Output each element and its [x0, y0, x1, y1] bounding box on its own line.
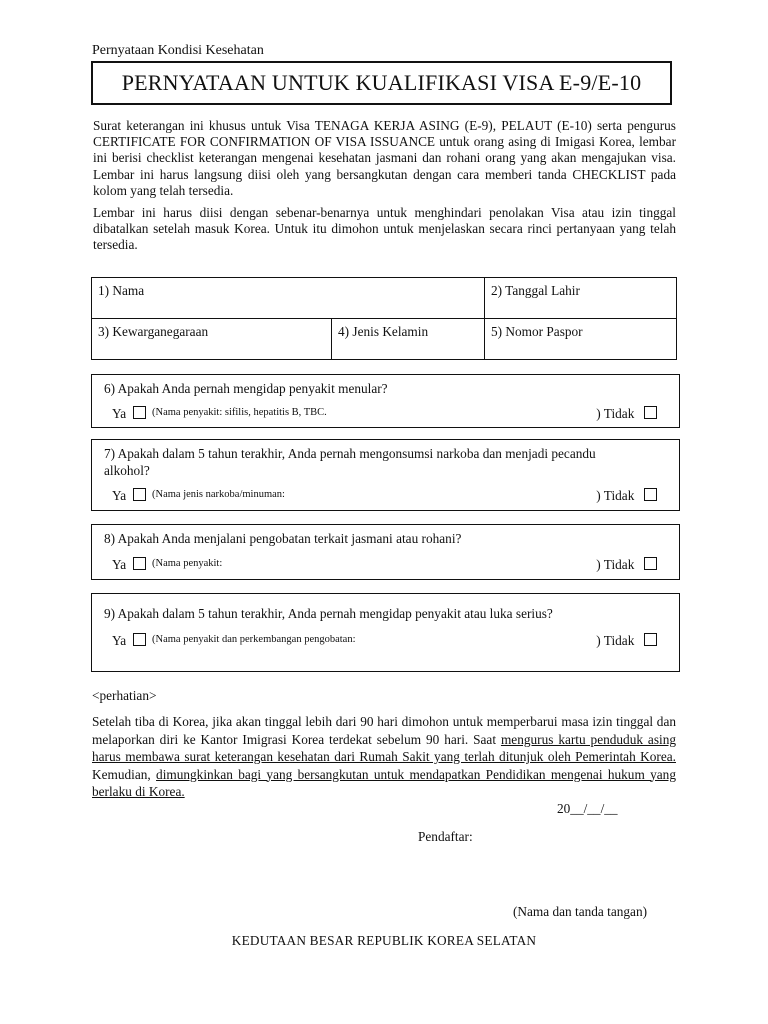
question-7-note: (Nama jenis narkoba/minuman: [152, 489, 285, 500]
question-7-yes-label: Ya [112, 488, 127, 503]
intro-paragraph-2: Lembar ini harus diisi dengan sebenar-benarnya untuk menghindari penolakan Visa atau izin tinggal dibatalkan setelah masuk Korea. Untuk itu dimohon untuk menjelaskan secara rinci pertanyaan yang telah tersedia. [93, 205, 676, 253]
page-title: PERNYATAAN UNTUK KUALIFIKASI VISA E-9/E-10 [121, 70, 642, 95]
field-nama-label: 1) Nama [98, 283, 145, 298]
question-8-text: 8) Apakah Anda menjalani pengobatan terkait jasmani atau rohani? [104, 531, 462, 546]
notice-underlined-1: mengurus kartu penduduk asing harus membawa surat keterangan kesehatan dari Rumah Sakit yang terlah ditunjuk oleh Pemerintah Korea. [92, 731, 676, 764]
question-8-yes-checkbox[interactable] [133, 557, 146, 570]
field-jenis-kelamin-label: 4) Jenis Kelamin [338, 324, 429, 339]
name-and-signature-label: (Nama dan tanda tangan) [513, 904, 648, 919]
personal-info-table [91, 277, 677, 360]
question-6-yes [112, 406, 146, 422]
question-9-box [91, 593, 680, 672]
question-8-box [91, 524, 680, 580]
notice-paragraph [92, 713, 676, 801]
question-6-answer [112, 406, 657, 422]
question-7-answer [112, 488, 657, 504]
question-8-no-label: ) Tidak [596, 557, 635, 572]
question-7-yes-checkbox[interactable] [133, 488, 146, 501]
field-kewarganegaraan-label: 3) Kewarganegaraan [98, 324, 209, 339]
question-8-no-checkbox[interactable] [644, 557, 657, 570]
question-9-answer [112, 633, 657, 649]
question-6-note: (Nama penyakit: sifilis, hepatitis B, TBC. [152, 407, 327, 418]
field-tanggal-lahir[interactable] [485, 278, 677, 319]
question-9-no [596, 633, 657, 649]
question-8-yes-label: Ya [112, 557, 127, 572]
question-6-box [91, 374, 680, 428]
question-7-no-checkbox[interactable] [644, 488, 657, 501]
question-7-no-label: ) Tidak [596, 488, 635, 503]
question-7-no [596, 488, 657, 504]
document-label: Pernyataan Kondisi Kesehatan [92, 43, 264, 58]
question-8-yes [112, 557, 146, 573]
question-6-text: 6) Apakah Anda pernah mengidap penyakit menular? [104, 381, 388, 396]
applicant-label: Pendaftar: [418, 829, 473, 844]
field-tanggal-lahir-label: 2) Tanggal Lahir [491, 283, 580, 298]
field-nama[interactable] [92, 278, 485, 319]
question-8-answer [112, 557, 657, 573]
question-8-no [596, 557, 657, 573]
question-6-no-label: ) Tidak [596, 406, 635, 421]
footer-embassy: KEDUTAAN BESAR REPUBLIK KOREA SELATAN [231, 933, 537, 948]
intro-paragraph-1: Surat keterangan ini khusus untuk Visa TENAGA KERJA ASING (E-9), PELAUT (E-10) serta pengurus CERTIFICATE FOR CONFIRMATION OF VISA ISSUANCE untuk orang asing di Imigasi Korea, lembar ini berisi checklist keterangan mengenai kesehatan jasmani dan rohani orang yang akan mengajukan visa. Lembar ini harus langsung diisi oleh yang bersangkutan dengan cara memberi tanda CHECKLIST pada kolom yang telah tersedia. [93, 118, 676, 198]
notice-heading: <perhatian> [92, 688, 157, 703]
question-6-no-checkbox[interactable] [644, 406, 657, 419]
field-nomor-paspor[interactable] [485, 319, 677, 360]
notice-underlined-2: dimungkinkan bagi yang bersangkutan untuk mendapatkan Pendidikan mengenai hukum yang berlaku di Korea. [92, 766, 676, 799]
question-9-yes-checkbox[interactable] [133, 633, 146, 646]
title-box [91, 61, 672, 105]
question-6-yes-checkbox[interactable] [133, 406, 146, 419]
notice-text-1: Setelah tiba di Korea, jika akan tinggal lebih dari 90 hari dimohon untuk memperbarui masa izin tinggal dan melaporkan diri ke Kantor Imigrasi Korea terdekat sebelum 90 hari. Saat [92, 714, 676, 747]
question-9-no-checkbox[interactable] [644, 633, 657, 646]
field-nomor-paspor-label: 5) Nomor Paspor [491, 324, 583, 339]
question-6-yes-label: Ya [112, 406, 127, 421]
question-7-box [91, 439, 680, 511]
question-8-note: (Nama penyakit: [152, 558, 223, 569]
field-kewarganegaraan[interactable] [92, 319, 332, 360]
question-9-text: 9) Apakah dalam 5 tahun terakhir, Anda pernah mengidap penyakit atau luka serius? [104, 606, 553, 621]
question-7-yes [112, 488, 146, 504]
date-field[interactable]: 20__/__/__ [557, 801, 618, 816]
question-7-text: 7) Apakah dalam 5 tahun terakhir, Anda pernah mengonsumsi narkoba dan menjadi pecandu alkohol? [104, 446, 596, 478]
notice-text-2: Kemudian, [92, 766, 157, 782]
field-jenis-kelamin[interactable] [332, 319, 485, 360]
question-6-no [596, 406, 657, 422]
question-9-yes [112, 633, 146, 649]
question-9-no-label: ) Tidak [596, 633, 635, 648]
question-9-yes-label: Ya [112, 633, 127, 648]
question-9-note: (Nama penyakit dan perkembangan pengobatan: [152, 634, 356, 645]
